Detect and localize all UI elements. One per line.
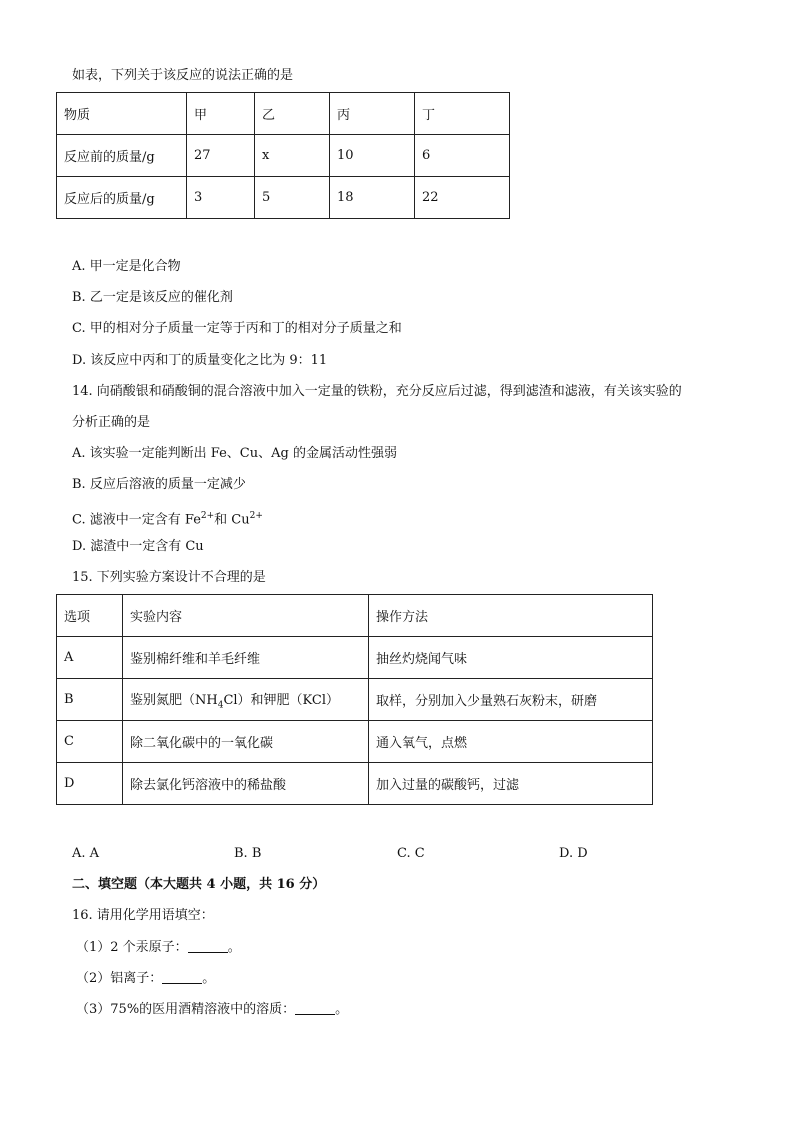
table-cell: 3 <box>187 177 255 219</box>
q14-option-c-prefix: C. 滤液中一定含有 Fe <box>72 512 201 528</box>
table-cell: 丙 <box>330 93 415 135</box>
q13-option-a: A. 甲一定是化合物 <box>72 259 181 274</box>
table-cell: 22 <box>415 177 510 219</box>
q13-option-b: B. 乙一定是该反应的催化剂 <box>72 290 233 305</box>
q16-stem: 16. 请用化学用语填空： <box>72 908 214 923</box>
q16-item-end: 。 <box>335 1002 349 1017</box>
q16-item-label: （2）铝离子： <box>76 971 163 986</box>
table-cell: x <box>255 135 330 177</box>
table-header-row <box>57 595 653 637</box>
q14-option-c <box>72 507 263 529</box>
q15-choice-c: C. C <box>397 846 425 861</box>
q14-option-c-mid: 和 Cu <box>214 512 250 528</box>
formula-subscript: 4 <box>217 700 224 711</box>
table-cell: 鉴别棉纤维和羊毛纤维 <box>123 637 369 679</box>
table-cell: C <box>57 721 123 763</box>
answer-blank[interactable] <box>295 1002 335 1015</box>
table-row <box>57 93 510 135</box>
table-header-cell: 选项 <box>57 595 123 637</box>
table-row <box>57 721 653 763</box>
table-cell <box>123 679 369 721</box>
q16-item-2 <box>76 970 215 988</box>
section-heading: 二、填空题（本大题共 4 小题，共 16 分） <box>72 877 326 892</box>
table-cell: D <box>57 763 123 805</box>
q13-intro: 如表，下列关于该反应的说法正确的是 <box>72 68 294 83</box>
q16-item-3 <box>76 1001 348 1019</box>
q14-stem-line2: 分析正确的是 <box>72 415 151 430</box>
q16-item-end: 。 <box>202 971 216 986</box>
charge-superscript: 2+ <box>200 511 215 521</box>
table-header-cell: 操作方法 <box>369 595 653 637</box>
q14-option-a: A. 该实验一定能判断出 Fe、Cu、Ag 的金属活动性强弱 <box>72 446 397 461</box>
q13-mass-table <box>56 92 510 219</box>
q15-experiment-table <box>56 594 653 805</box>
table-cell: 丁 <box>415 93 510 135</box>
q14-option-d: D. 滤渣中一定含有 Cu <box>72 539 204 554</box>
q15-choice-d: D. D <box>559 846 588 861</box>
table-cell: 抽丝灼烧闻气味 <box>369 637 653 679</box>
table-cell: 10 <box>330 135 415 177</box>
table-cell: 27 <box>187 135 255 177</box>
table-row <box>57 763 653 805</box>
q16-item-label: （3）75%的医用酒精溶液中的溶质： <box>76 1002 296 1017</box>
formula-text: Cl）和钾肥（KCl） <box>223 692 340 708</box>
q16-item-1 <box>76 939 241 957</box>
q16-item-end: 。 <box>227 940 241 955</box>
table-cell: 反应后的质量/g <box>57 177 187 219</box>
q14-stem-line1: 14. 向硝酸银和硝酸铜的混合溶液中加入一定量的铁粉，充分反应后过滤，得到滤渣和滤液，有关该实验的 <box>72 384 682 399</box>
table-cell: 通入氧气，点燃 <box>369 721 653 763</box>
table-cell: 取样，分别加入少量熟石灰粉末，研磨 <box>369 679 653 721</box>
table-cell: 18 <box>330 177 415 219</box>
table-cell: 反应前的质量/g <box>57 135 187 177</box>
table-row <box>57 135 510 177</box>
charge-superscript: 2+ <box>249 511 263 521</box>
table-row <box>57 177 510 219</box>
table-cell: 除去氯化钙溶液中的稀盐酸 <box>123 763 369 805</box>
answer-blank[interactable] <box>162 971 202 984</box>
q14-option-b: B. 反应后溶液的质量一定减少 <box>72 477 246 492</box>
table-row <box>57 679 653 721</box>
answer-blank[interactable] <box>188 940 228 953</box>
table-cell: 乙 <box>255 93 330 135</box>
q16-item-label: （1）2 个汞原子： <box>76 940 188 955</box>
table-header-cell: 实验内容 <box>123 595 369 637</box>
table-cell: 加入过量的碳酸钙，过滤 <box>369 763 653 805</box>
table-cell: 5 <box>255 177 330 219</box>
q15-choice-b: B. B <box>234 846 262 861</box>
q13-option-d: D. 该反应中丙和丁的质量变化之比为 9：11 <box>72 353 328 368</box>
table-row <box>57 637 653 679</box>
table-cell: 除二氧化碳中的一氧化碳 <box>123 721 369 763</box>
q13-option-c: C. 甲的相对分子质量一定等于丙和丁的相对分子质量之和 <box>72 321 402 336</box>
q15-choice-a: A. A <box>72 846 100 861</box>
q15-stem: 15. 下列实验方案设计不合理的是 <box>72 570 266 585</box>
formula-text: 鉴别氮肥（NH <box>130 692 218 708</box>
table-cell: 甲 <box>187 93 255 135</box>
table-cell: B <box>57 679 123 721</box>
table-cell: 6 <box>415 135 510 177</box>
table-cell: 物质 <box>57 93 187 135</box>
table-cell: A <box>57 637 123 679</box>
